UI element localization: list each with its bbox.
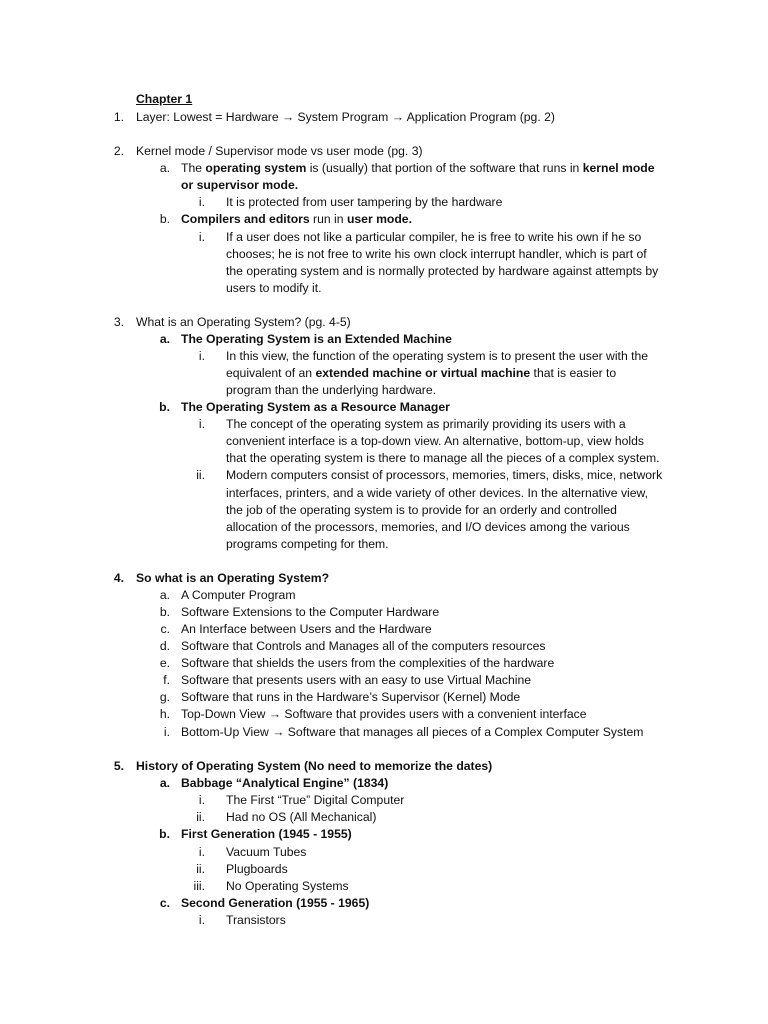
detail-line: Modern computers consist of processors, memories, timers, disks, mice, network <box>226 468 663 482</box>
sub-heading: Second Generation (1955 - 1965) <box>181 896 370 910</box>
detail-item: It is protected from user tampering by the hardware <box>226 195 503 209</box>
sub-item-marker: b. <box>159 400 170 414</box>
list-item: Kernel mode / Supervisor mode vs user mode (pg. 3) <box>136 144 423 158</box>
sub-item: Software that shields the users from the complexities of the hardware <box>181 656 555 670</box>
detail-line: interfaces, printers, and a wide variety of other devices. In the alternative view, <box>226 486 649 500</box>
sub-item-marker: d. <box>159 639 170 653</box>
roman-marker: i. <box>198 793 205 807</box>
detail-line: In this view, the function of the operating system is to present the user with the <box>226 349 649 363</box>
roman-marker: i. <box>198 230 205 244</box>
list-item: What is an Operating System? (pg. 4-5) <box>136 315 351 329</box>
sub-item-marker: h. <box>159 707 170 721</box>
roman-marker: ii. <box>196 862 205 876</box>
detail-line: users to modify it. <box>226 281 322 295</box>
sub-heading: The Operating System is an Extended Machine <box>181 332 452 346</box>
detail-line: equivalent of an extended machine or virtual machine that is easier to <box>226 366 617 380</box>
sub-item-marker: c. <box>160 622 170 636</box>
item-number: 1. <box>113 110 124 124</box>
roman-marker: i. <box>198 417 205 431</box>
sub-item-marker: c. <box>159 896 170 910</box>
detail-item: No Operating Systems <box>226 879 349 893</box>
detail-line: convenient interface is a top-down view. An alternative, bottom-up, view holds <box>226 434 644 448</box>
roman-marker: ii. <box>196 810 205 824</box>
sub-item-marker: f. <box>163 673 170 687</box>
sub-item-marker: g. <box>159 690 170 704</box>
detail-line: If a user does not like a particular compiler, he is free to write his own if he so <box>226 230 642 244</box>
detail-line: the job of the operating system is to provide for an orderly and controlled <box>226 503 617 517</box>
item-number: 4. <box>113 571 124 585</box>
detail-line: allocation of the processors, memories, and I/O devices among the various <box>226 520 630 534</box>
detail-item: Plugboards <box>226 862 288 876</box>
sub-item: The operating system is (usually) that portion of the software that runs in kernel mode <box>181 161 655 175</box>
page-title: Chapter 1 <box>136 92 193 106</box>
detail-item: The First “True” Digital Computer <box>226 793 405 807</box>
sub-item: Software that Controls and Manages all of the computers resources <box>181 639 546 653</box>
sub-item-marker: a. <box>159 588 170 602</box>
sub-heading: The Operating System as a Resource Manager <box>181 400 450 414</box>
detail-line: The concept of the operating system as primarily providing its users with a <box>226 417 626 431</box>
detail-line: chooses; he is not free to write his own clock interrupt handler, which is part of <box>226 247 647 261</box>
roman-marker: i. <box>198 845 205 859</box>
list-item: Layer: Lowest = Hardware → System Program → Application Program (pg. 2) <box>136 110 555 124</box>
sub-item: Software Extensions to the Computer Hardware <box>181 605 440 619</box>
detail-line: programs competing for them. <box>226 537 389 551</box>
sub-item: An Interface between Users and the Hardware <box>181 622 432 636</box>
section-heading: So what is an Operating System? <box>136 571 330 585</box>
detail-line: the operating system and is normally protected by hardware against attempts by <box>226 264 659 278</box>
sub-item: Compilers and editors run in user mode. <box>181 212 412 226</box>
roman-marker: i. <box>198 913 205 927</box>
roman-marker: iii. <box>193 879 205 893</box>
sub-item-marker: a. <box>159 161 170 175</box>
detail-item: Vacuum Tubes <box>226 845 307 859</box>
sub-item: Software that presents users with an easy to use Virtual Machine <box>181 673 532 687</box>
section-heading: History of Operating System (No need to memorize the dates) <box>136 759 493 773</box>
sub-item-marker: i. <box>163 725 170 739</box>
detail-line: program than the underlying hardware. <box>226 383 437 397</box>
sub-heading: First Generation (1945 - 1955) <box>181 827 352 841</box>
sub-item-marker: b. <box>159 212 170 226</box>
sub-item: Bottom-Up View → Software that manages all pieces of a Complex Computer System <box>181 725 644 739</box>
sub-item: Software that runs in the Hardware’s Supervisor (Kernel) Mode <box>181 690 521 704</box>
detail-item: Transistors <box>226 913 286 927</box>
detail-line: that the operating system is there to manage all the pieces of a complex system. <box>226 451 660 465</box>
item-number: 5. <box>113 759 124 773</box>
roman-marker: i. <box>198 349 205 363</box>
sub-item-continuation: or supervisor mode. <box>181 178 299 192</box>
sub-item-marker: b. <box>159 827 170 841</box>
roman-marker: ii. <box>196 468 205 482</box>
sub-item-marker: a. <box>159 776 170 790</box>
item-number: 2. <box>113 144 124 158</box>
sub-item-marker: a. <box>159 332 170 346</box>
sub-item-marker: e. <box>159 656 170 670</box>
sub-item: A Computer Program <box>181 588 296 602</box>
roman-marker: i. <box>198 195 205 209</box>
sub-item: Top-Down View → Software that provides users with a convenient interface <box>181 707 587 721</box>
item-number: 3. <box>113 315 124 329</box>
detail-item: Had no OS (All Mechanical) <box>226 810 377 824</box>
sub-heading: Babbage “Analytical Engine” (1834) <box>181 776 389 790</box>
sub-item-marker: b. <box>159 605 170 619</box>
